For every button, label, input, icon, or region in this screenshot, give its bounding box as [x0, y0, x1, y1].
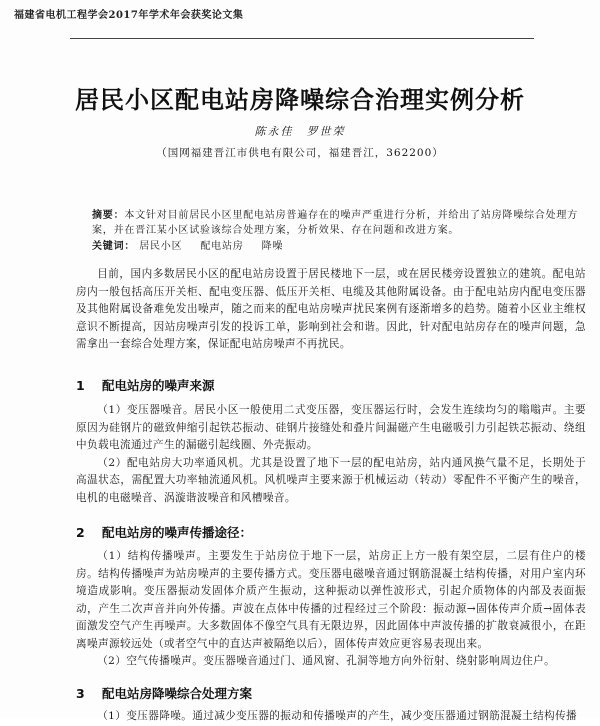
- section-1-body: [76, 402, 586, 507]
- section-2-body: [76, 548, 586, 671]
- abstract-block: [92, 208, 582, 254]
- abstract-text: 本文针对目前居民小区里配电站房普遍存在的噪声严重进行分析，并给出了站房降噪综合处理方案，并在晋江某小区试验该综合处理方案，分析效果、存在问题和改进方案。: [92, 210, 579, 236]
- section-number: 2: [76, 525, 85, 540]
- section-title: 配电站房的噪声来源: [102, 378, 215, 393]
- paper-title: 居民小区配电站房降噪综合治理实例分析: [75, 85, 525, 114]
- body-paragraph: （1）变压器降噪。通过减少变压器的振动和传播噪声的产生，减少变压器通过钢筋混凝土结构传播: [97, 710, 578, 722]
- section-heading-1: [76, 376, 215, 394]
- section-title: 配电站房降噪综合处理方案: [102, 686, 253, 701]
- abstract: [92, 208, 582, 238]
- body-paragraph: （2）空气传播噪声。变压器噪音通过门、通风窗、孔洞等地方向外衍射、绕射影响周边住户。: [97, 655, 556, 667]
- running-header: 福建省电机工程学会2017年学术年会获奖论文集: [14, 10, 244, 21]
- body-paragraph: （1）变压器噪音。居民小区一般使用二式变压器，变压器运行时，会发生连续均匀的嗡嗡声。主要原因为硅钢片的磁致伸缩引起铁芯振动、硅钢片接缝处和叠片间漏磁产生电磁吸引力引起铁芯振动、绕组中负载电流通过产生的漏磁引起线圈、外壳振动。: [76, 404, 586, 451]
- keywords-label: 关键词：: [92, 241, 136, 252]
- body-paragraph: （2）配电站房大功率通风机。尤其是设置了地下一层的配电站房，站内通风换气量不足，长期处于高温状态，需配置大功率轴流通风机。风机噪声主要来源于机械运动（转动）零配件不平衡产生的噪音，电机的电磁噪音、涡漩谐波噪音和风槽噪音。: [76, 456, 586, 504]
- keyword: 居民小区: [139, 241, 183, 252]
- section-number: 1: [76, 378, 85, 393]
- section-heading-3: [76, 684, 252, 702]
- abstract-label: 摘要：: [92, 210, 125, 221]
- section-title: 配电站房的噪声传播途径：: [102, 525, 253, 540]
- header-rule: [70, 38, 534, 39]
- intro-paragraph: 目前，国内多数居民小区的配电站房设置于居民楼地下一层，或在居民楼旁设置独立的建筑。配电站房内一般包括高压开关柜、配电变压器、低压开关柜、电缆及其他附属设备。由于配电站房内配电变压器及其他附属设备难免发出噪声，随之而来的配电站房噪声扰民案例有逐渐增多的趋势。随着小区业主维权意识不断提高，因站房噪声引发的投诉工单，影响到社会和谐。因此，针对配电站房存在的噪声问题，急需拿出一套综合处理方案，保证配电站房噪声不再扰民。: [76, 268, 586, 350]
- keyword: 配电站房: [200, 241, 244, 252]
- section-heading-2: [76, 523, 252, 541]
- intro-block: [76, 266, 586, 354]
- affiliation: （国网福建晋江市供电有限公司，福建晋江，362200）: [156, 147, 444, 159]
- keyword: 降噪: [261, 241, 284, 252]
- authors: 陈永佳 罗世荣: [254, 125, 346, 138]
- keywords: [92, 239, 582, 254]
- section-number: 3: [76, 686, 85, 701]
- body-paragraph: （1）结构传播噪声。主要发生于站房位于地下一层，站房正上方一般有架空层，二层有住户的楼房。结构传播噪声为站房噪声的主要传播方式。变压器电磁噪音通过钢筋混凝土结构传播，对用户室内环境造成影响。变压器振动发固体介质产生振动，这种振动以弹性波形式，引起介质物体的内部及表面振动，产生二次声音并向外传播。声波在点体中传播的过程经过三个阶段：振动源→固体传声介质→固体表面激发空气产生再噪声。大多数固体不像空气具有无限边界，因此固体中声波传播的扩散衰减很小，在距离噪声源较远处（或者空气中的直达声被隔绝以后），固体传声效应更容易表现出来。: [76, 550, 586, 650]
